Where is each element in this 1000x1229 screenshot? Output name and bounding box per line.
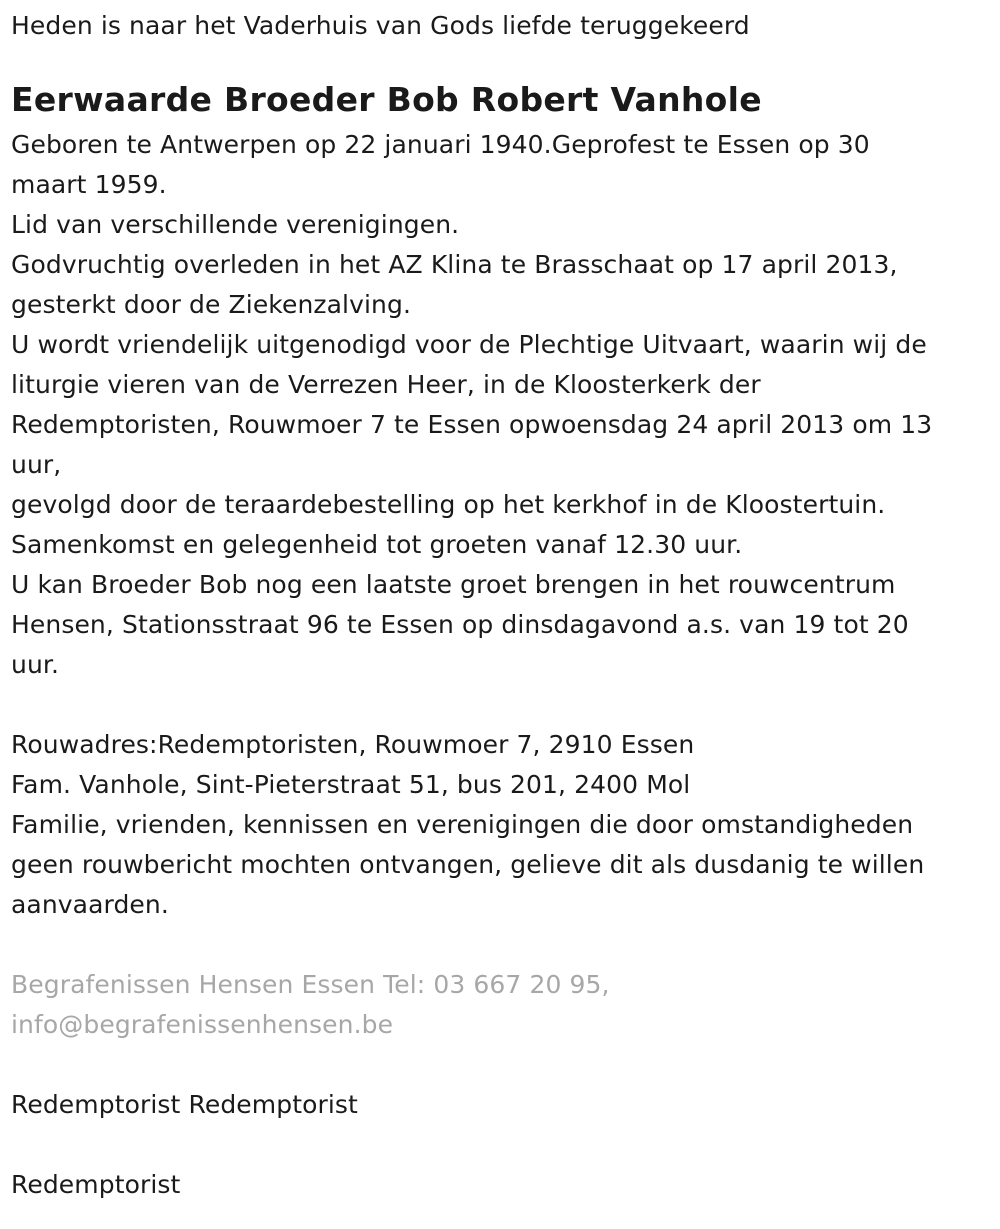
address-line: aanvaarden. <box>11 890 169 919</box>
deceased-name-title: Eerwaarde Broeder Bob Robert Vanhole <box>11 80 762 119</box>
body-line: Hensen, Stationsstraat 96 te Essen op dinsdagavond a.s. van 19 tot 20 <box>11 610 909 639</box>
address-line: Familie, vrienden, kennissen en verenigingen die door omstandigheden <box>11 810 914 839</box>
address-line: geen rouwbericht mochten ontvangen, gelieve dit als dusdanig te willen <box>11 850 925 879</box>
body-line: gesterkt door de Ziekenzalving. <box>11 290 411 319</box>
obituary-notice <box>11 6 991 1205</box>
spacer <box>11 1045 991 1085</box>
spacer <box>11 685 991 725</box>
body-line: uur. <box>11 650 60 679</box>
body-line: Godvruchtig overleden in het AZ Klina te Brasschaat op 17 april 2013, <box>11 250 898 279</box>
spacer <box>11 1125 991 1165</box>
body-line: uur, <box>11 450 62 479</box>
body-line: Redemptoristen, Rouwmoer 7 te Essen opwoensdag 24 april 2013 om 13 <box>11 410 933 439</box>
signature-line: Redemptorist Redemptorist <box>11 1090 358 1119</box>
body-line: Lid van verschillende verenigingen. <box>11 210 460 239</box>
announcement-body <box>11 125 991 685</box>
body-line: Geboren te Antwerpen op 22 januari 1940.Geprofest te Essen op 30 <box>11 130 870 159</box>
undertaker-email-line: info@begrafenissenhensen.be <box>11 1010 394 1039</box>
intro-line: Heden is naar het Vaderhuis van Gods liefde teruggekeerd <box>11 11 750 40</box>
address-line: Rouwadres:Redemptoristen, Rouwmoer 7, 2910 Essen <box>11 730 695 759</box>
body-line: maart 1959. <box>11 170 167 199</box>
address-line: Fam. Vanhole, Sint-Pieterstraat 51, bus 201, 2400 Mol <box>11 770 691 799</box>
body-line: U kan Broeder Bob nog een laatste groet brengen in het rouwcentrum <box>11 570 896 599</box>
body-line: liturgie vieren van de Verrezen Heer, in de Kloosterkerk der <box>11 370 761 399</box>
body-line: U wordt vriendelijk uitgenodigd voor de Plechtige Uitvaart, waarin wij de <box>11 330 927 359</box>
body-line: Samenkomst en gelegenheid tot groeten vanaf 12.30 uur. <box>11 530 743 559</box>
undertaker-contact <box>11 965 991 1045</box>
signature-line: Redemptorist <box>11 1170 181 1199</box>
spacer <box>11 925 991 965</box>
undertaker-phone-line: Begrafenissen Hensen Essen Tel: 03 667 20 95, <box>11 970 610 999</box>
body-line: gevolgd door de teraardebestelling op het kerkhof in de Kloostertuin. <box>11 490 886 519</box>
address-section <box>11 725 991 925</box>
